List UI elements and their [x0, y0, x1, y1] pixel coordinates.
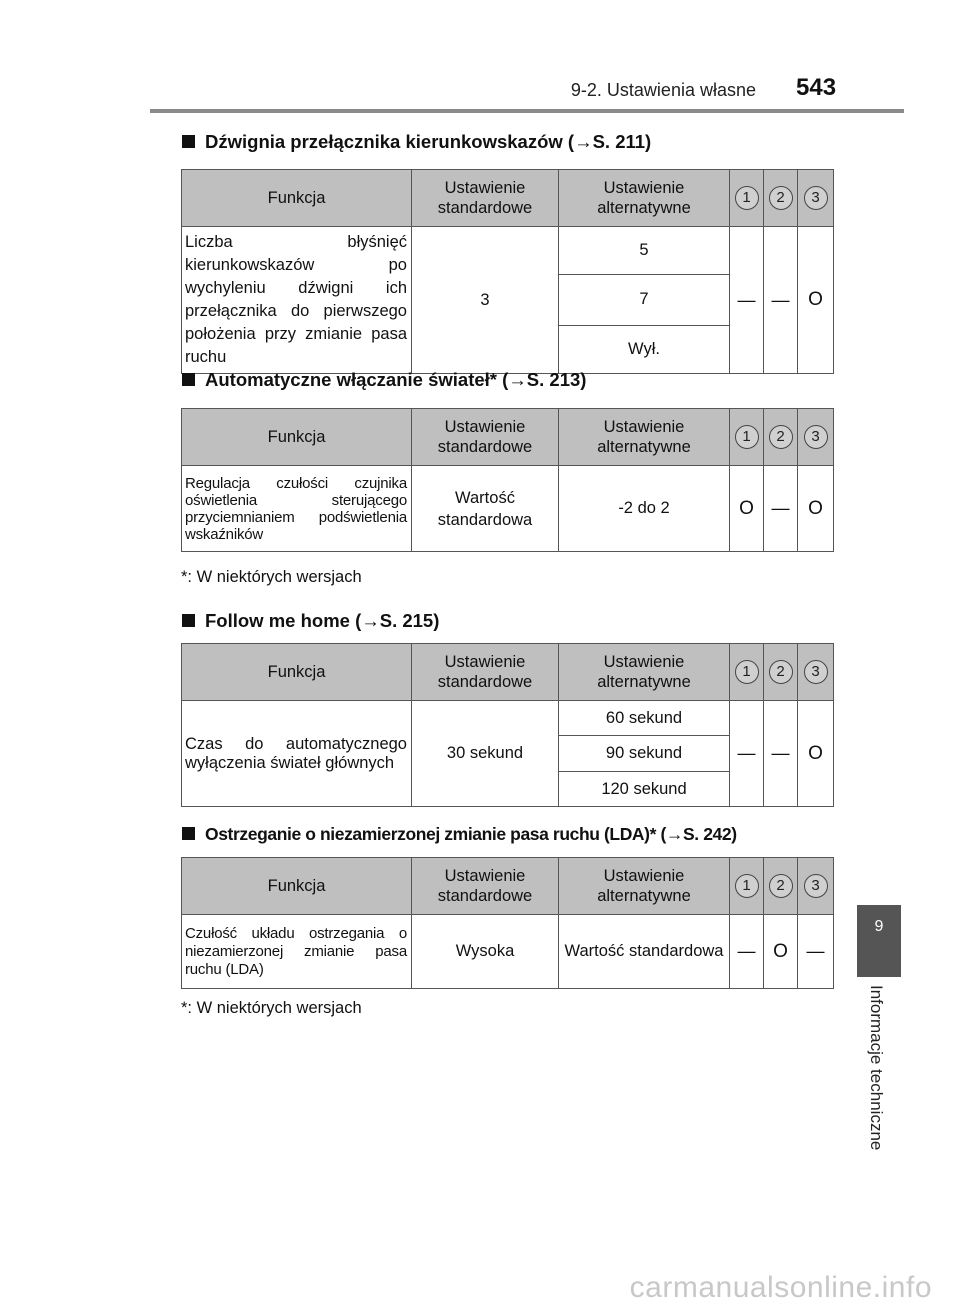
table-header-row — [182, 409, 834, 466]
section-heading-text: Automatyczne włączanie świateł* (→S. 213) — [205, 369, 587, 390]
function-cell: Liczba błyśnięć kierunkowskazów po wychyleniu dźwigni ich przełącznika do pierwszego położenia przy zmianie pasa ruchu — [182, 227, 412, 374]
settings-table-turn-signal — [181, 169, 834, 374]
header-col-3 — [798, 644, 834, 701]
table-row — [182, 701, 834, 736]
settings-table-auto-lights — [181, 408, 834, 552]
mark-cell-1: — — [730, 915, 764, 989]
header-default: Ustawienie standardowe — [412, 644, 559, 701]
table-header-row — [182, 644, 834, 701]
circled-number-icon: 3 — [804, 186, 828, 210]
alternative-cell: 120 sekund — [559, 772, 730, 807]
mark-cell-2: — — [764, 701, 798, 807]
alternative-cell: 7 — [559, 275, 730, 325]
header-divider — [150, 109, 904, 113]
circled-number-icon: 3 — [804, 874, 828, 898]
header-col-2 — [764, 409, 798, 466]
default-cell: 30 sekund — [412, 701, 559, 807]
mark-cell-3: O — [798, 701, 834, 807]
header-alternative: Ustawienie alternatywne — [559, 170, 730, 227]
circled-number-icon: 2 — [769, 186, 793, 210]
header-default: Ustawienie standardowe — [412, 858, 559, 915]
function-cell: Regulacja czułości czujnika oświetlenia sterującego przyciemnianiem podświetlenia wskaźników — [182, 466, 412, 552]
header-alternative: Ustawienie alternatywne — [559, 858, 730, 915]
header-section-title: 9-2. Ustawienia własne — [570, 80, 756, 100]
mark-cell-1: O — [730, 466, 764, 552]
header-function: Funkcja — [182, 170, 412, 227]
square-bullet-icon — [182, 135, 195, 148]
section-heading-follow-me-home — [182, 610, 439, 632]
header-default: Ustawienie standardowe — [412, 409, 559, 466]
circled-number-icon: 1 — [735, 660, 759, 684]
chapter-tab: 9 — [857, 905, 901, 977]
header-col-2 — [764, 644, 798, 701]
circled-number-icon: 3 — [804, 660, 828, 684]
default-cell: 3 — [412, 227, 559, 374]
footnote: *: W niektórych wersjach — [181, 568, 362, 586]
default-cell: Wartość standardowa — [412, 466, 559, 552]
circled-number-icon: 2 — [769, 425, 793, 449]
header-alternative: Ustawienie alternatywne — [559, 644, 730, 701]
section-heading-text: Dźwignia przełącznika kierunkowskazów (→S. 211) — [205, 131, 652, 152]
table-row — [182, 227, 834, 275]
header-alternative: Ustawienie alternatywne — [559, 409, 730, 466]
settings-table-lda — [181, 857, 834, 989]
chapter-label: Informacje techniczne — [867, 985, 886, 1151]
header-col-1 — [730, 170, 764, 227]
alternative-cell: Wył. — [559, 325, 730, 373]
circled-number-icon: 2 — [769, 660, 793, 684]
circled-number-icon: 2 — [769, 874, 793, 898]
page-number: 543 — [796, 74, 837, 101]
header-col-1 — [730, 858, 764, 915]
mark-cell-3: O — [798, 227, 834, 374]
mark-cell-1: — — [730, 227, 764, 374]
header-col-1 — [730, 644, 764, 701]
default-cell: Wysoka — [412, 915, 559, 989]
table-header-row — [182, 170, 834, 227]
mark-cell-3: — — [798, 915, 834, 989]
alternative-cell: 90 sekund — [559, 736, 730, 772]
table-row — [182, 915, 834, 989]
circled-number-icon: 1 — [735, 425, 759, 449]
alternative-cell: Wartość standardowa — [559, 915, 730, 989]
alternative-cell: 60 sekund — [559, 701, 730, 736]
mark-cell-2: — — [764, 466, 798, 552]
header-col-3 — [798, 409, 834, 466]
header-col-2 — [764, 170, 798, 227]
alternative-cell: 5 — [559, 227, 730, 275]
settings-table-follow-me-home — [181, 643, 834, 807]
square-bullet-icon — [182, 827, 195, 840]
circled-number-icon: 3 — [804, 425, 828, 449]
header-function: Funkcja — [182, 858, 412, 915]
square-bullet-icon — [182, 614, 195, 627]
mark-cell-3: O — [798, 466, 834, 552]
header-col-2 — [764, 858, 798, 915]
circled-number-icon: 1 — [735, 874, 759, 898]
header-function: Funkcja — [182, 644, 412, 701]
function-cell: Czas do automatycznego wyłączenia świateł głównych — [182, 701, 412, 807]
section-heading-lda — [182, 824, 737, 845]
header-col-3 — [798, 170, 834, 227]
section-heading-auto-lights — [182, 369, 586, 391]
function-cell: Czułość układu ostrzegania o niezamierzonej zmianie pasa ruchu (LDA) — [182, 915, 412, 989]
section-heading-turn-signal — [182, 131, 651, 153]
mark-cell-2: — — [764, 227, 798, 374]
header-col-3 — [798, 858, 834, 915]
header-default: Ustawienie standardowe — [412, 170, 559, 227]
header-col-1 — [730, 409, 764, 466]
square-bullet-icon — [182, 373, 195, 386]
header-function: Funkcja — [182, 409, 412, 466]
table-header-row — [182, 858, 834, 915]
watermark: carmanualsonline.info — [629, 1271, 932, 1304]
section-heading-text: Follow me home (→S. 215) — [205, 610, 440, 631]
table-row — [182, 466, 834, 552]
mark-cell-2: O — [764, 915, 798, 989]
mark-cell-1: — — [730, 701, 764, 807]
section-heading-text: Ostrzeganie o niezamierzonej zmianie pasa ruchu (LDA)* (→S. 242) — [205, 824, 737, 844]
alternative-cell: -2 do 2 — [559, 466, 730, 552]
circled-number-icon: 1 — [735, 186, 759, 210]
footnote: *: W niektórych wersjach — [181, 999, 362, 1017]
